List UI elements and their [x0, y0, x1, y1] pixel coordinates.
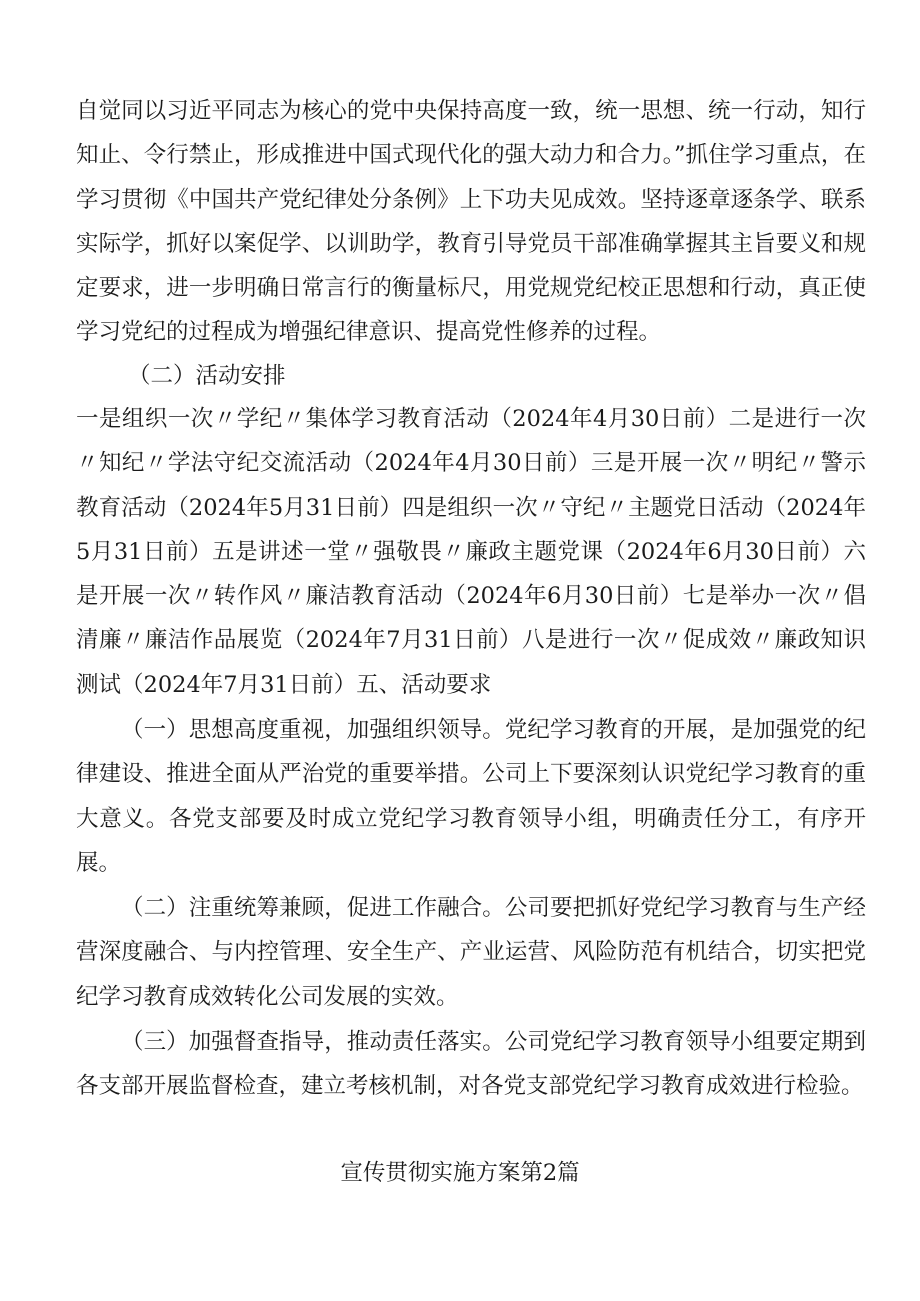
- heading-activity-arrangement: （二）活动安排: [128, 363, 286, 389]
- paragraph-requirement-1: （一）思想高度重视，加强组织领导。党纪学习教育的开展，是加强党的纪律建设、推进全面从严治党的重要举措。公司上下要深刻认识党纪学习教育的重大意义。各党支部要及时成立党纪学习教育领导小组，明确责任分工，有序开展。: [76, 717, 866, 876]
- paragraph-activity-list: 一是组织一次〃学纪〃集体学习教育活动（2024年4月30日前）二是进行一次〃知纪〃学法守纪交流活动（2024年4月30日前）三是开展一次〃明纪〃警示教育活动（2024年5月31日前）四是组织一次〃守纪〃主题党日活动（2024年5月31日前）五是讲述一堂〃强敬畏〃廉政主题党课（2024年6月30日前）六是开展一次〃转作风〃廉洁教育活动（2024年6月30日前）七是举办一次〃倡清廉〃廉洁作品展览（2024年7月31日前）八是进行一次〃促成效〃廉政知识测试（2024年7月31日前）五、活动要求: [76, 406, 866, 698]
- paragraph-requirement-2: （二）注重统筹兼顾，促进工作融合。公司要把抓好党纪学习教育与生产经营深度融合、与内控管理、安全生产、产业运营、风险防范有机结合，切实把党纪学习教育成效转化公司发展的实效。: [76, 895, 866, 1010]
- next-section-title: 宣传贯彻实施方案第2篇: [340, 1160, 580, 1186]
- paragraph-study-focus: 自觉同以习近平同志为核心的党中央保持高度一致，统一思想、统一行动，知行知止、令行禁止，形成推进中国式现代化的强大动力和合力。”抓住学习重点，在学习贯彻《中国共产党纪律处分条例》上下功夫见成效。坚持逐章逐条学、联系实际学，抓好以案促学、以训助学，教育引导党员干部准确掌握其主旨要义和规定要求，进一步明确日常言行的衡量标尺，用党规党纪校正思想和行动，真正使学习党纪的过程成为增强纪律意识、提高党性修养的过程。: [76, 98, 866, 346]
- paragraph-requirement-3: （三）加强督查指导，推动责任落实。公司党纪学习教育领导小组要定期到各支部开展监督检查，建立考核机制，对各党支部党纪学习教育成效进行检验。: [76, 1029, 866, 1100]
